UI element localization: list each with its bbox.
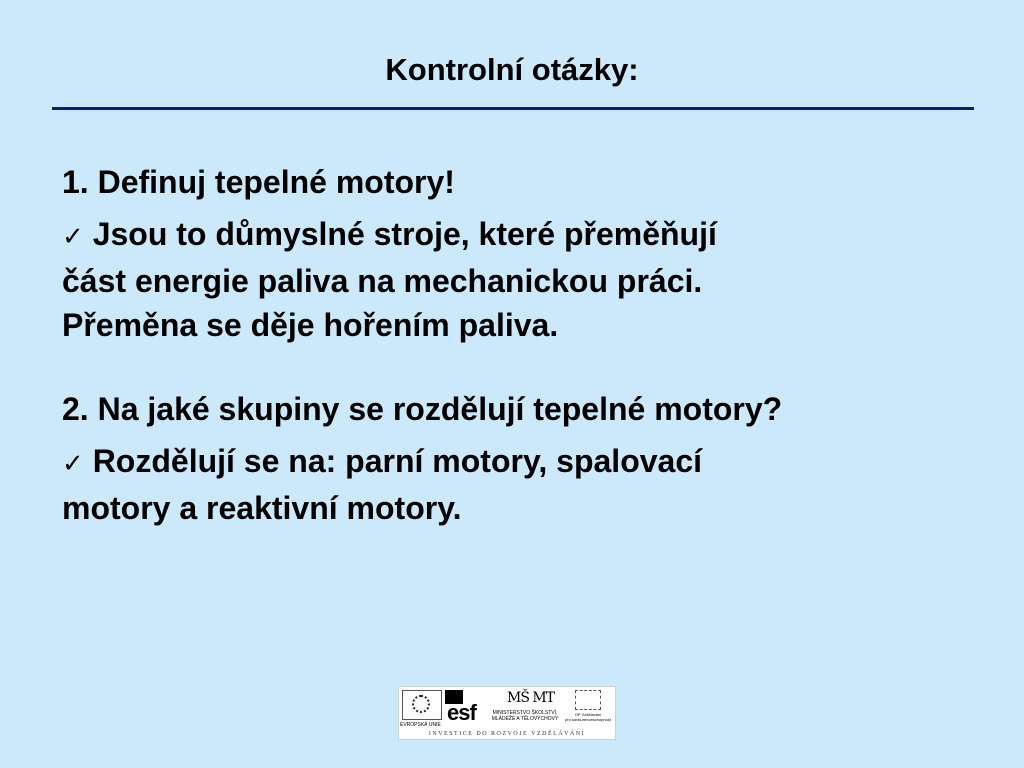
op-logo bbox=[565, 690, 611, 728]
op-label-line-1: OP Vzdělávání bbox=[574, 712, 602, 717]
eu-label: EVROPSKÁ UNIE bbox=[400, 722, 441, 728]
slide-content bbox=[62, 160, 982, 530]
question-2: 2. Na jaké skupiny se rozdělují tepelné motory? bbox=[62, 391, 783, 427]
msmt-label bbox=[489, 710, 561, 722]
checkmark-icon: ✓ bbox=[62, 449, 84, 479]
esf-text: esf bbox=[447, 700, 476, 725]
answer-1-line-1: Jsou to důmyslné stroje, které přeměňují bbox=[92, 216, 717, 252]
msmt-label-line-1: MINISTERSTVO ŠKOLSTVÍ, bbox=[492, 710, 558, 716]
msmt-label-line-2: MLÁDEŽE A TĚLOVÝCHOVY bbox=[491, 716, 559, 722]
answer-2-line-1: Rozdělují se na: parní motory, spalovací bbox=[92, 443, 703, 479]
eu-flag-logo bbox=[402, 690, 442, 720]
answer-2-line-2: motory a reaktivní motory. bbox=[62, 490, 462, 526]
question-1: 1. Definuj tepelné motory! bbox=[62, 164, 455, 200]
answer-1-line-2: část energie paliva na mechanickou práci. bbox=[62, 263, 703, 299]
op-label bbox=[565, 712, 611, 722]
funding-logos-strip bbox=[398, 686, 616, 740]
slide-title: Kontrolní otázky: bbox=[385, 52, 639, 87]
checkmark-icon: ✓ bbox=[62, 222, 84, 252]
logos-caption: INVESTICE DO ROZVOJE VZDĚLÁVÁNÍ bbox=[428, 731, 586, 737]
answer-1 bbox=[62, 212, 982, 347]
op-label-line-2: pro konkurenceschopnost bbox=[565, 717, 611, 722]
op-map-icon bbox=[575, 690, 601, 710]
esf-logo bbox=[445, 690, 485, 728]
answer-2 bbox=[62, 439, 982, 530]
msmt-logo bbox=[489, 690, 561, 728]
spacer bbox=[62, 347, 982, 387]
eu-stars-icon bbox=[412, 695, 430, 713]
msmt-mark: MŠ MT bbox=[507, 690, 555, 706]
answer-1-line-3: Přeměna se děje hořením paliva. bbox=[62, 307, 559, 343]
title-divider bbox=[52, 107, 974, 110]
